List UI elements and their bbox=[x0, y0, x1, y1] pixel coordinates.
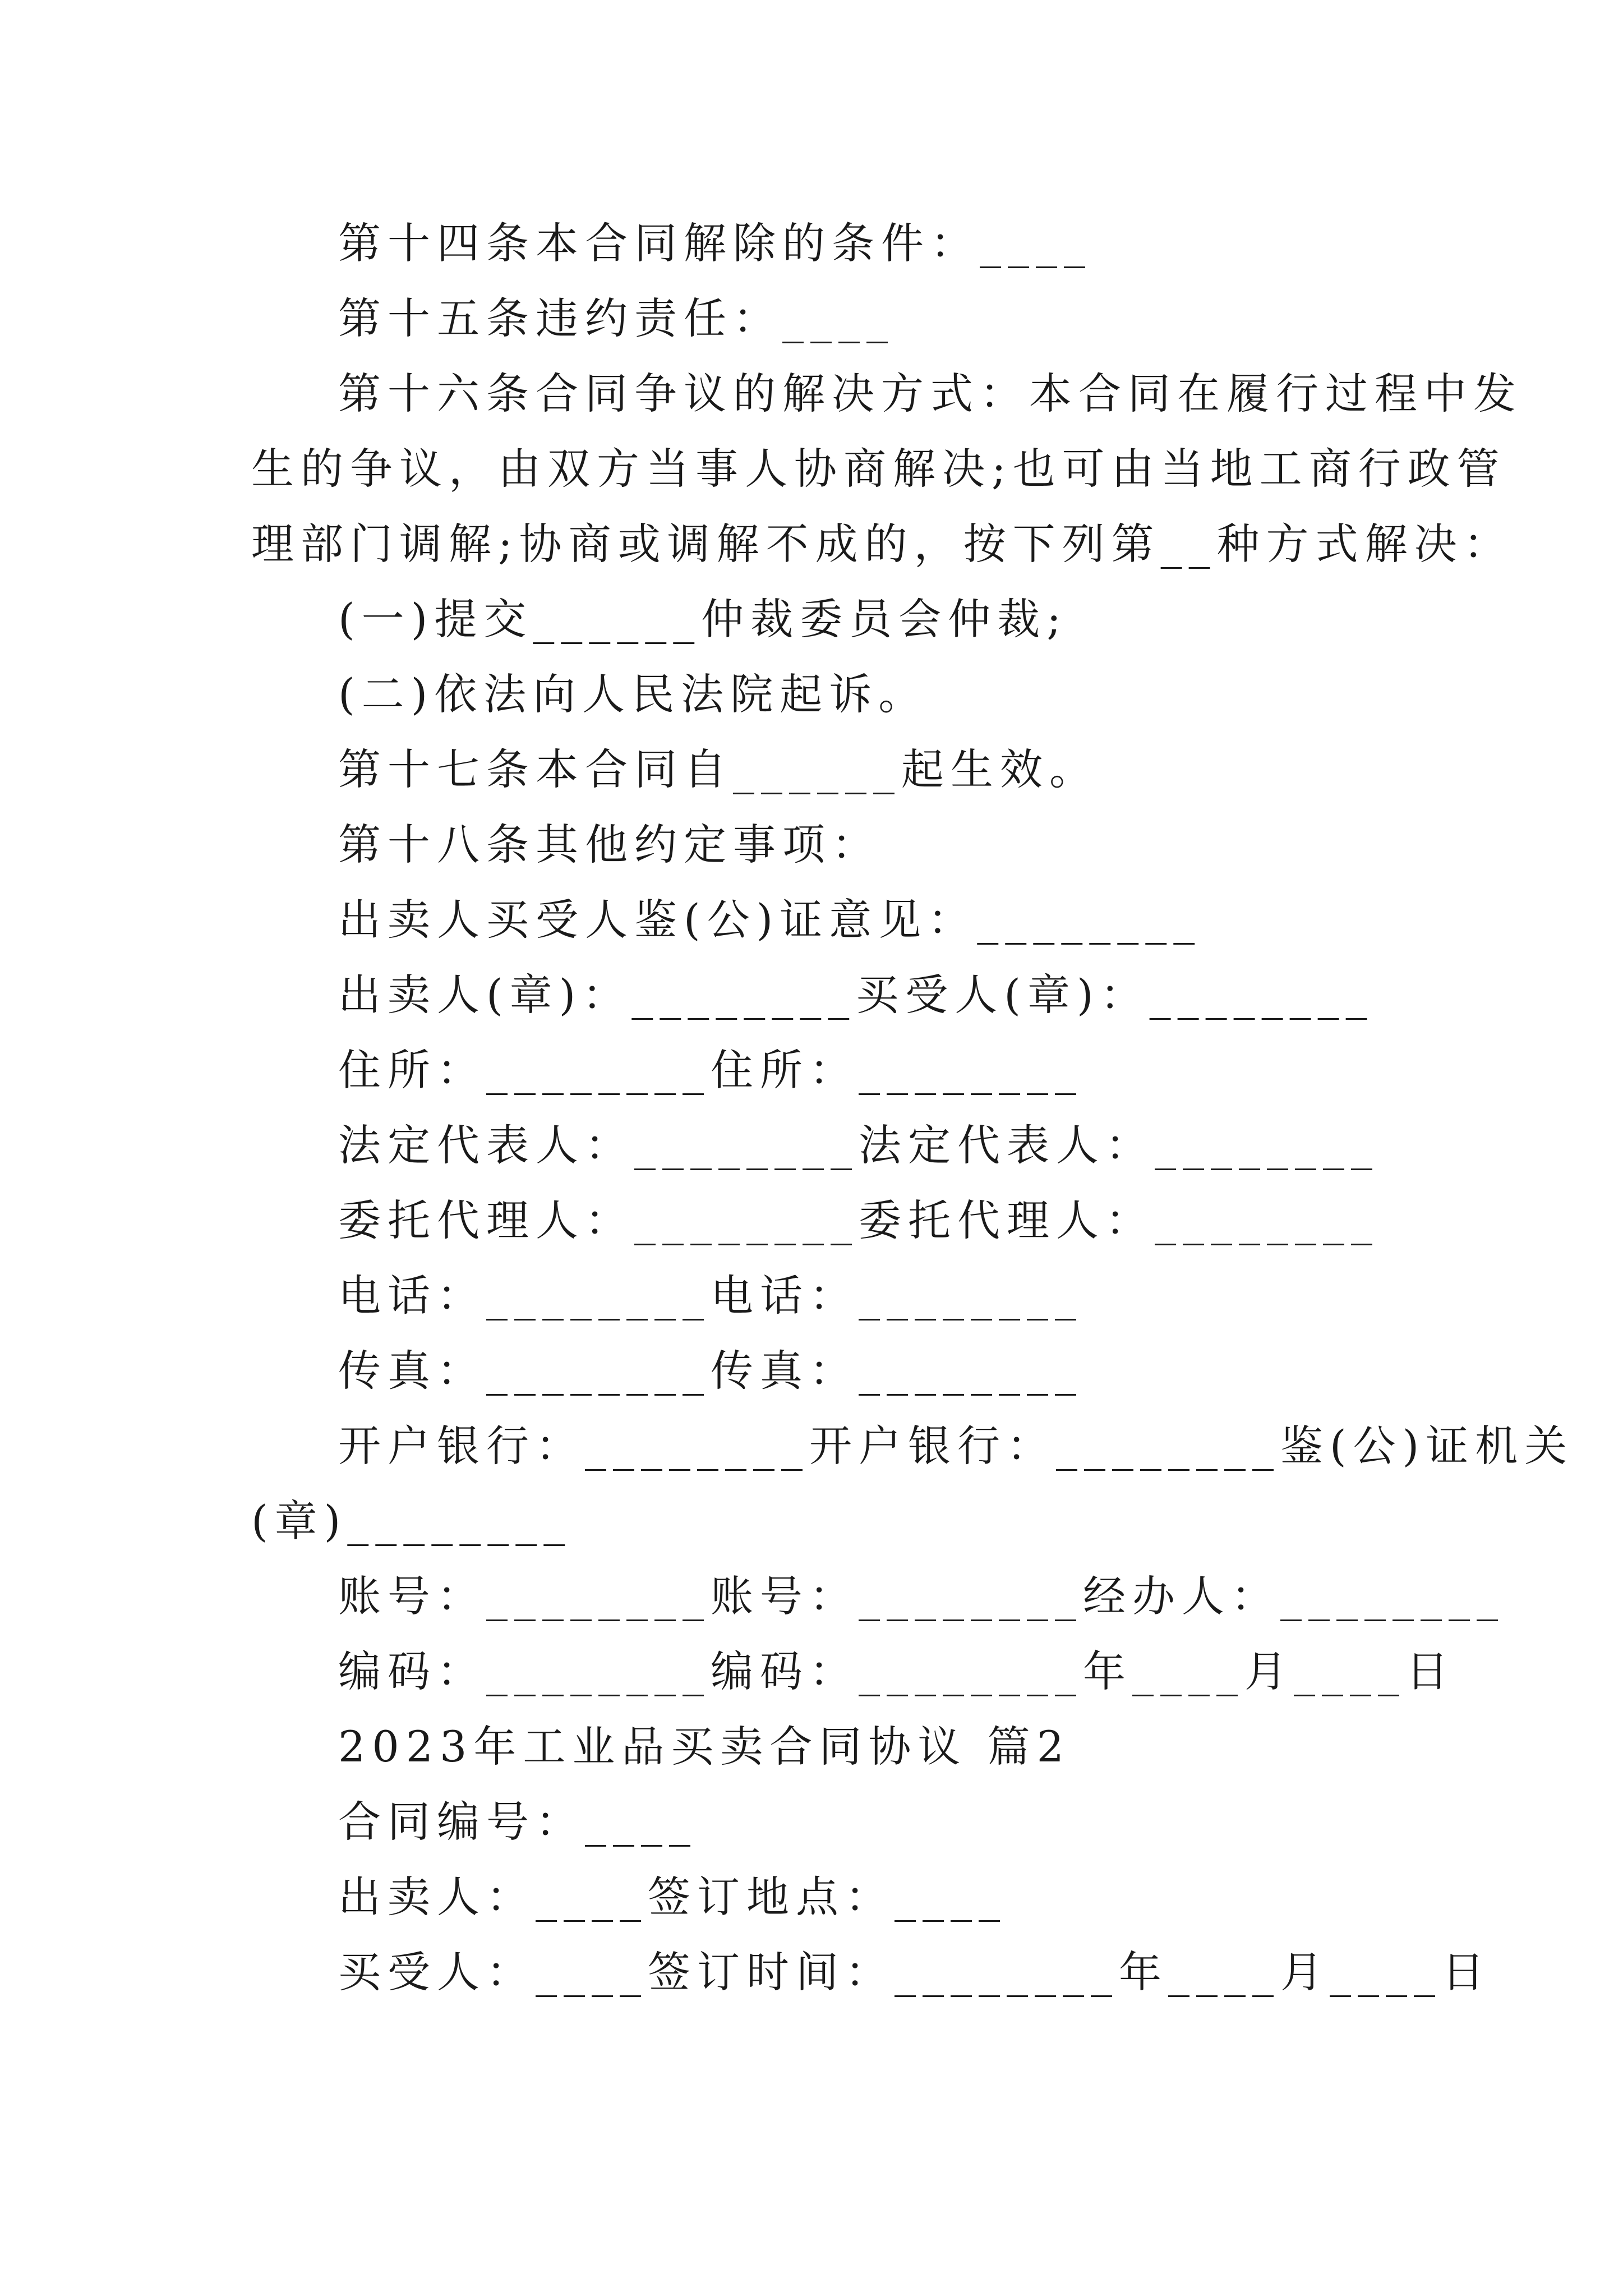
clause-16-line-1: 第十六条合同争议的解决方式：本合同在履行过程中发 bbox=[338, 369, 1523, 418]
legal-representative-row: 法定代表人：________法定代表人：________ bbox=[338, 1120, 1379, 1170]
clause-16-option-1: (一)提交______仲裁委员会仲裁; bbox=[338, 594, 1068, 644]
fax-row: 传真：________传真：________ bbox=[338, 1346, 1083, 1396]
section-heading: 2023年工业品买卖合同协议 篇2 bbox=[338, 1722, 1071, 1772]
authorized-agent-row: 委托代理人：________委托代理人：________ bbox=[338, 1195, 1379, 1245]
notary-seal-row: (章)________ bbox=[251, 1496, 572, 1546]
bank-row: 开户银行：________开户银行：________鉴(公)证机关 bbox=[338, 1421, 1574, 1471]
notarization-opinion: 出卖人买受人鉴(公)证意见：________ bbox=[338, 895, 1202, 945]
clause-16-option-2: (二)依法向人民法院起诉。 bbox=[338, 669, 928, 719]
signature-seal-row: 出卖人(章)：________买受人(章)：________ bbox=[338, 970, 1374, 1020]
address-row: 住所：________住所：________ bbox=[338, 1045, 1083, 1095]
clause-17: 第十七条本合同自______起生效。 bbox=[338, 744, 1099, 794]
postal-code-row: 编码：________编码：________年____月____日 bbox=[338, 1646, 1455, 1696]
account-row: 账号：________账号：________经办人：________ bbox=[338, 1571, 1505, 1621]
contract-number: 合同编号：____ bbox=[338, 1797, 697, 1847]
clause-14: 第十四条本合同解除的条件：____ bbox=[338, 218, 1092, 268]
clause-15: 第十五条违约责任：____ bbox=[338, 293, 895, 343]
clause-16-line-3: 理部门调解;协商或调解不成的，按下列第__种方式解决： bbox=[251, 519, 1513, 569]
clause-16-line-2: 生的争议，由双方当事人协商解决;也可由当地工商行政管 bbox=[251, 444, 1506, 494]
buyer-row: 买受人：____签订时间：________年____月____日 bbox=[338, 1947, 1491, 1997]
clause-18: 第十八条其他约定事项： bbox=[338, 820, 881, 869]
phone-row: 电话：________电话：________ bbox=[338, 1271, 1083, 1320]
seller-row: 出卖人：____签订地点：____ bbox=[338, 1872, 1007, 1922]
